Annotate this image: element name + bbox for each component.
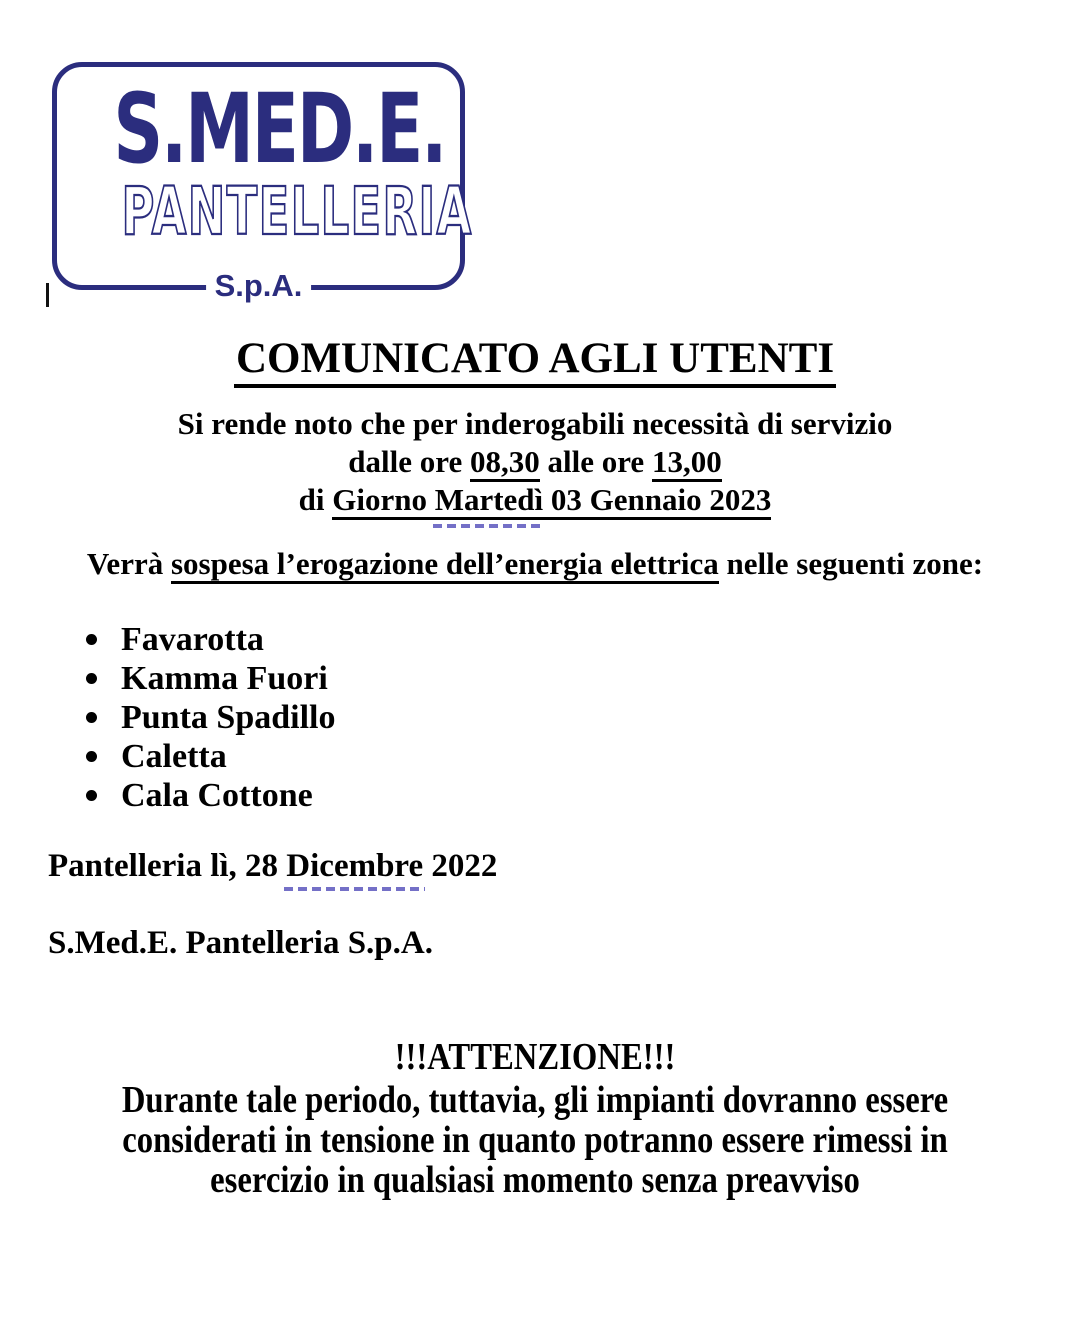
attention-line-2: considerati in tensione in quanto potranno essere rimessi in xyxy=(122,1119,948,1161)
zone-name: Kamma Fuori xyxy=(121,659,328,697)
bullet-icon xyxy=(86,673,97,684)
logo-company-name: S.MED.E. xyxy=(113,73,446,185)
zones-list xyxy=(86,620,335,815)
bullet-icon xyxy=(86,790,97,801)
zone-name: Favarotta xyxy=(121,620,264,658)
zones-heading: Verrà sospesa l’erogazione dell’energia elettrica nelle seguenti zone: xyxy=(0,546,1070,582)
intro-line-3: di Giorno Martedì 03 Gennaio 2023 xyxy=(0,481,1070,519)
list-item xyxy=(86,659,335,698)
attention-heading: !!!ATTENZIONE!!! xyxy=(394,1036,676,1078)
spellcheck-martedi: Martedì xyxy=(434,482,544,517)
time-end: 13,00 xyxy=(652,444,722,482)
time-start: 08,30 xyxy=(470,444,540,482)
list-item xyxy=(86,776,335,815)
attention-block xyxy=(75,1034,995,1200)
intro-line-1: Si rende noto che per inderogabili necessità di servizio xyxy=(177,406,893,441)
zones-heading-underlined: sospesa l’erogazione dell’energia elettrica xyxy=(171,546,719,584)
spellcheck-dicembre: Dicembre xyxy=(286,848,424,884)
outage-date: Giorno Martedì 03 Gennaio 2023 xyxy=(332,482,771,520)
list-item xyxy=(86,737,335,776)
list-item xyxy=(86,698,335,737)
signature-line: S.Med.E. Pantelleria S.p.A. xyxy=(48,925,433,961)
list-item xyxy=(86,620,335,659)
logo-location-name: PANTELLERIA xyxy=(121,172,473,250)
text-cursor-artifact xyxy=(46,283,49,307)
intro-line-2: dalle ore 08,30 alle ore 13,00 xyxy=(0,443,1070,481)
attention-line-1: Durante tale periodo, tuttavia, gli impianti dovranno essere xyxy=(121,1079,949,1121)
zone-name: Punta Spadillo xyxy=(121,698,336,736)
attention-line-3: esercizio in qualsiasi momento senza preavviso xyxy=(210,1159,860,1201)
place-date-line: Pantelleria lì, 28 Dicembre 2022 xyxy=(48,848,498,884)
intro-paragraph xyxy=(0,405,1070,519)
logo-spa-label: S.p.A. xyxy=(206,270,312,301)
bullet-icon xyxy=(86,751,97,762)
company-logo xyxy=(52,62,473,303)
page-title-text: COMUNICATO AGLI UTENTI xyxy=(234,335,836,388)
zone-name: Caletta xyxy=(121,737,227,775)
page-title xyxy=(0,334,1070,383)
bullet-icon xyxy=(86,634,97,645)
zone-name: Cala Cottone xyxy=(121,776,313,814)
bullet-icon xyxy=(86,712,97,723)
